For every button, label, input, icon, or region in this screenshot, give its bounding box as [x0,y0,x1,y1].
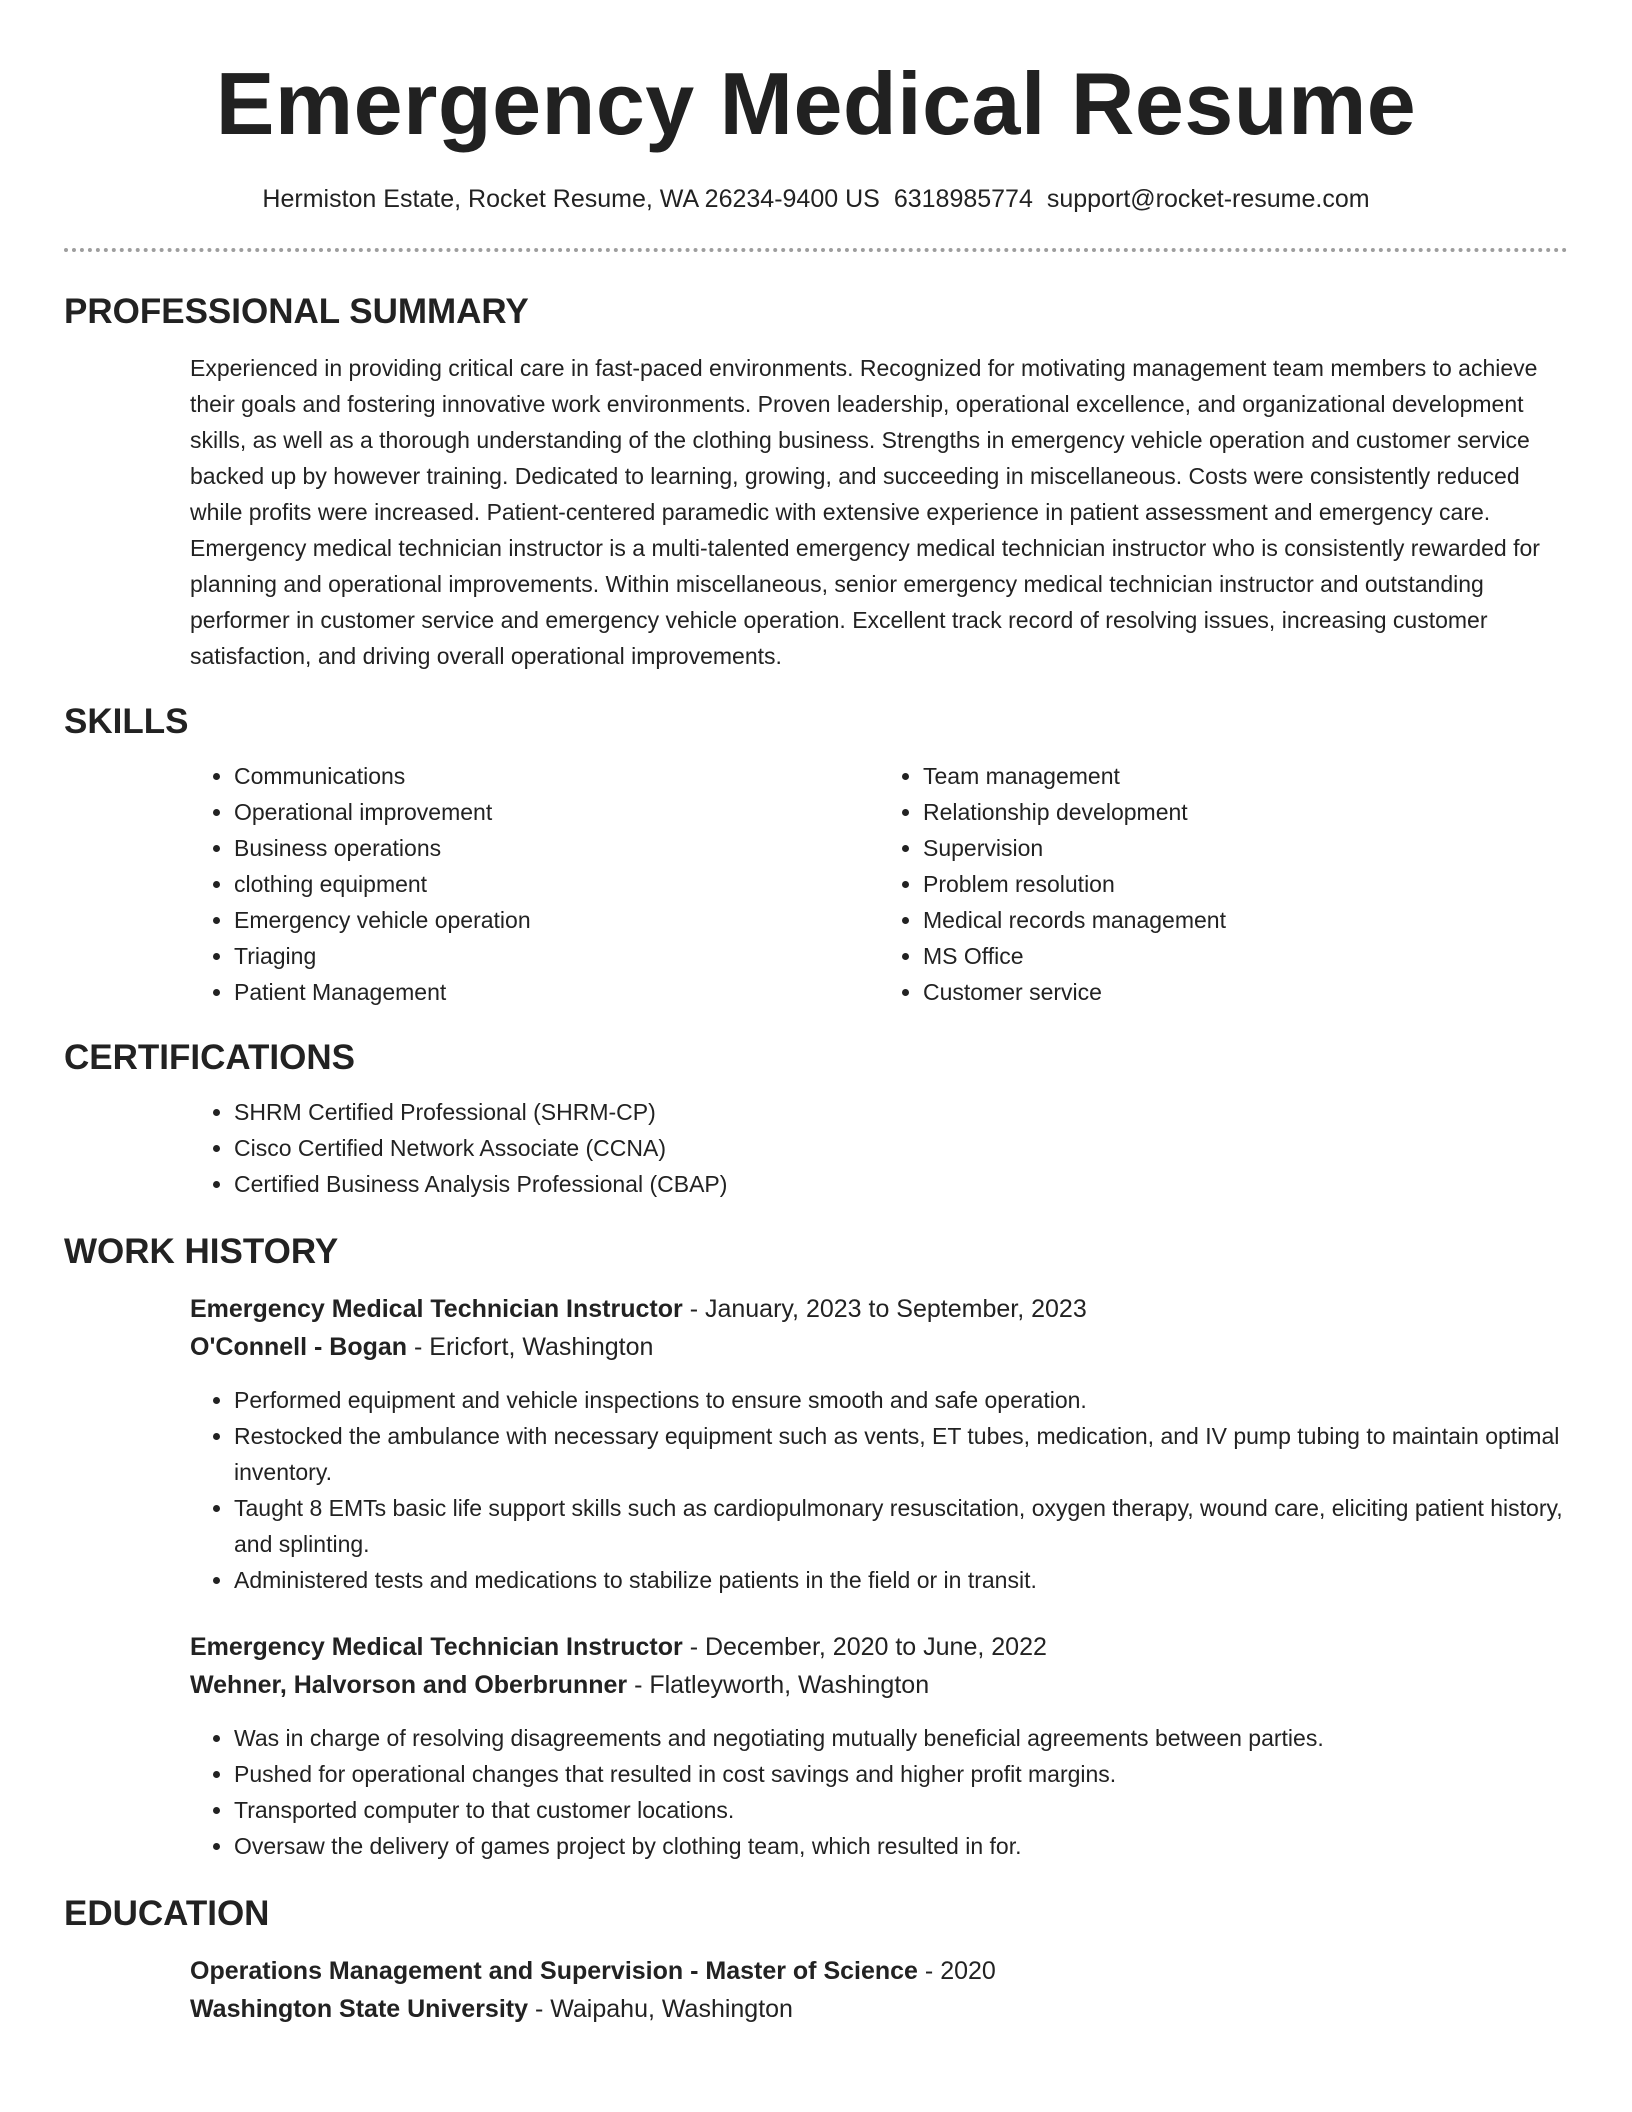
certification-item: • Cisco Certified Network Associate (CCNA) [234,1130,1568,1166]
certifications-section [190,1094,1568,1202]
skill-item: • Communications [234,758,879,794]
job-company-line: Wehner, Halvorson and Oberbrunner - Flatleyworth, Washington [190,1671,930,1699]
skill-item: • Operational improvement [234,794,879,830]
job-role: Emergency Medical Technician Instructor [190,1633,683,1661]
section-title-work-history: WORK HISTORY [64,1232,339,1271]
certification-item: • Certified Business Analysis Professional (CBAP) [234,1166,1568,1202]
job-bullet: • Taught 8 EMTs basic life support skills such as cardiopulmonary resuscitation, oxygen therapy, wound care, eliciting patient history, and splinting. [234,1490,1568,1562]
job-title-line: Emergency Medical Technician Instructor - January, 2023 to September, 2023 [190,1295,1087,1323]
skills-section [190,758,1568,1010]
work-history-section [190,1290,1568,1864]
skills-list-right [879,758,1568,1010]
skill-item: • clothing equipment [234,866,879,902]
summary-section [190,350,1568,674]
skills-grid [190,758,1568,1010]
education-year: 2020 [940,1957,996,1985]
skill-item: • Triaging [234,938,879,974]
education-section [190,1952,1568,2028]
contact-line [64,184,1568,214]
education-school-line: Washington State University - Waipahu, Washington [190,1995,793,2023]
skill-item: • Patient Management [234,974,879,1010]
job-bullet: • Oversaw the delivery of games project by clothing team, which resulted in for. [234,1828,1568,1864]
skills-list-left [190,758,879,1010]
skill-item: • Business operations [234,830,879,866]
job-company-line: O'Connell - Bogan - Ericfort, Washington [190,1333,654,1361]
skill-item: • Problem resolution [923,866,1568,902]
skill-item: • Customer service [923,974,1568,1010]
job-location: Ericfort, Washington [429,1333,654,1361]
job-bullet: • Transported computer to that customer locations. [234,1792,1568,1828]
section-title-summary: PROFESSIONAL SUMMARY [64,292,529,331]
skill-item: • Supervision [923,830,1568,866]
skill-item: • Emergency vehicle operation [234,902,879,938]
job-entry [190,1290,1568,1598]
education-degree-line: Operations Management and Supervision - Master of Science - 2020 [190,1957,996,1985]
job-title-line: Emergency Medical Technician Instructor - December, 2020 to June, 2022 [190,1633,1047,1661]
certifications-list [190,1094,1568,1202]
certification-item: • SHRM Certified Professional (SHRM-CP) [234,1094,1568,1130]
job-role: Emergency Medical Technician Instructor [190,1295,683,1323]
job-dates: January, 2023 to September, 2023 [704,1295,1087,1323]
job-bullet: • Performed equipment and vehicle inspections to ensure smooth and safe operation. [234,1382,1568,1418]
contact-phone: 6318985774 [893,185,1033,213]
skill-item: • Medical records management [923,902,1568,938]
job-bullet: • Pushed for operational changes that resulted in cost savings and higher profit margins. [234,1756,1568,1792]
summary-text: Experienced in providing critical care in fast-paced environments. Recognized for motivating management team members to achieve their goals and fostering innovative work environments. Proven leadership, operational excellence, and organizational development skills, as well as a thorough understanding of the clothing business. Strengths in emergency vehicle operation and customer service backed up by however training. Dedicated to learning, growing, and succeeding in miscellaneous. Costs were consistently reduced while profits were increased. Patient-centered paramedic with extensive experience in patient assessment and emergency care. Emergency medical technician instructor is a multi-talented emergency medical technician instructor who is consistently rewarded for planning and operational improvements. Within miscellaneous, senior emergency medical technician instructor and outstanding performer in customer service and emergency vehicle operation. Excellent track record of resolving issues, increasing customer satisfaction, and driving overall operational improvements. [190,355,1540,669]
job-bullets [190,1720,1568,1864]
job-dates: December, 2020 to June, 2022 [704,1633,1047,1661]
skill-item: • Relationship development [923,794,1568,830]
resume-name: Emergency Medical Resume [215,54,1417,153]
contact-email: support@rocket-resume.com [1046,185,1370,213]
job-company: O'Connell - Bogan [190,1333,408,1361]
education-location: Waipahu, Washington [550,1995,793,2023]
job-bullet: • Administered tests and medications to stabilize patients in the field or in transit. [234,1562,1568,1598]
job-bullet: • Restocked the ambulance with necessary equipment such as vents, ET tubes, medication, and IV pump tubing to maintain optimal inventory. [234,1418,1568,1490]
job-bullets [190,1382,1568,1598]
skill-item: • Team management [923,758,1568,794]
education-degree: Operations Management and Supervision - Master of Science [190,1957,918,1985]
job-company: Wehner, Halvorson and Oberbrunner [190,1671,628,1699]
job-location: Flatleyworth, Washington [649,1671,930,1699]
education-school: Washington State University [190,1995,529,2023]
contact-address: Hermiston Estate, Rocket Resume, WA 26234-9400 US [262,185,880,213]
resume-page [64,0,1568,2028]
section-title-skills: SKILLS [64,702,189,741]
job-entry [190,1628,1568,1864]
section-title-certifications: CERTIFICATIONS [64,1038,356,1077]
section-title-education: EDUCATION [64,1894,270,1933]
header-divider [64,248,1568,252]
skill-item: • MS Office [923,938,1568,974]
job-bullet: • Was in charge of resolving disagreements and negotiating mutually beneficial agreements between parties. [234,1720,1568,1756]
